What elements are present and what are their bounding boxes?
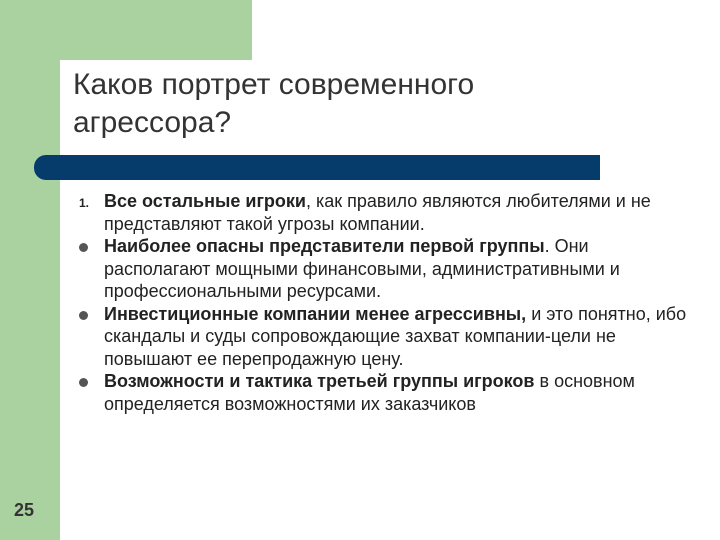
list-item-body: и это понятно, ибо скандалы и суды сопровождающие захват компании-цели не повышают ее перепродажную цену. <box>104 303 687 369</box>
slide-content <box>72 190 692 415</box>
list-item-body: в основном определяется возможностями их заказчиков <box>104 371 635 414</box>
list-item-body: , как правило являются любителями и не представляют такой угрозы компании. <box>104 191 651 234</box>
list-item-text <box>104 370 692 415</box>
list-item-bold: Инвестиционные компании менее агрессивны, <box>104 303 527 324</box>
list-item <box>72 190 692 235</box>
page-number: 25 <box>14 500 35 520</box>
title-divider-bar <box>34 155 600 180</box>
list-item <box>72 235 692 303</box>
list-item-bold: Наиболее опасны представители первой группы <box>104 236 545 256</box>
list-item <box>72 370 692 415</box>
list-item-body: . Они располагают мощными финансовыми, административными и профессиональными ресурсами. <box>104 236 620 301</box>
list-item-bold: Возможности и тактика третьей группы игроков <box>104 371 535 391</box>
list-number: 1. <box>78 196 89 210</box>
list-item <box>72 303 692 371</box>
slide-title <box>73 66 474 142</box>
decor-green-strip <box>0 180 60 540</box>
list-item-text <box>104 235 692 303</box>
slide-title-line1: Каков портрет современного <box>73 68 475 101</box>
list-item-text <box>104 303 692 371</box>
list-item-text <box>104 190 692 235</box>
list-item-bold: Все остальные игроки <box>104 191 306 211</box>
slide-title-line2: агрессора? <box>73 106 232 139</box>
